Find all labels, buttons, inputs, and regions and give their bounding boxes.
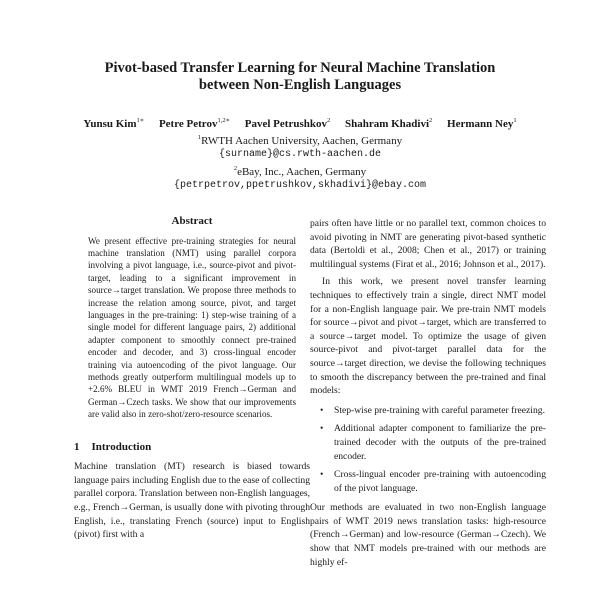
author-4: [447, 118, 517, 130]
title-line-1: Pivot-based Transfer Learning for Neural Machine Translation: [104, 60, 496, 76]
abstract-heading: Abstract: [171, 215, 213, 227]
author-sup: 1,2∗: [217, 117, 231, 124]
right-paragraph-1: pairs often have little or no parallel text, common choices to avoid pivoting in NMT are generating pivot-based synthetic data (Bertoldi et al., 2008; Chen et al., 2017) or training multilingual systems (Firat et al., 2016; Johnson et al., 2017).: [310, 218, 546, 270]
author-sup: 2: [429, 117, 433, 124]
section-number: 1: [74, 440, 80, 453]
section-heading: [74, 441, 310, 455]
technique-item-3: • Cross-lingual encoder pre-training with autoencoding of the pivot language.: [334, 468, 546, 495]
affiliation-1: [0, 131, 600, 148]
author-sup: 2: [326, 117, 331, 124]
technique-item-1: • Step-wise pre-training with careful parameter freezing.: [334, 404, 546, 418]
author-name: Yunsu Kim: [83, 118, 137, 130]
email-1: {surname}@cs.rwth-aachen.de: [218, 149, 382, 160]
author-name: Hermann Ney: [447, 118, 514, 130]
affiliation-sup: 2: [233, 165, 238, 172]
author-name: Petre Petrov: [158, 118, 218, 130]
author-name: Pavel Petrushkov: [244, 118, 327, 130]
left-column: [74, 215, 310, 542]
author-block: [0, 114, 600, 193]
right-paragraph-3: Our methods are evaluated in two non-English language pairs of WMT 2019 news translation tasks: high-resource (French→German) and low-resource (German→Czech). We show that NMT models pre-trained with our methods are highly ef-: [310, 502, 546, 568]
paper-title: [0, 60, 600, 94]
technique-item-2: • Additional adapter component to familiarize the pre-trained decoder with the outputs of the pre-trained encoder.: [334, 422, 546, 463]
email-2: {petrpetrov,ppetrushkov,skhadivi}@ebay.com: [173, 180, 427, 191]
title-line-2: between Non-English Languages: [198, 77, 402, 93]
author-1: [159, 118, 230, 130]
author-list: [0, 114, 600, 131]
affiliation-text: RWTH Aachen University, Aachen, Germany: [201, 135, 403, 147]
author-sup: 1∗: [136, 117, 145, 124]
author-sup: 1: [513, 117, 517, 124]
affiliation-sup: 1: [197, 134, 202, 141]
author-name: Shahram Khadivi: [344, 118, 430, 130]
technique-list: [310, 404, 546, 496]
abstract-text: We present effective pre-training strategies for neural machine translation (NMT) using parallel corpora involving a pivot language, i.e., source-pivot and pivot-target, leading to a significant improvement in source→target translation. We propose three methods to increase the relation among source, pivot, and target languages in the pre-training: 1) step-wise training of a single model for different language pairs, 2) additional adapter component to smoothly connect pre-trained encoder and decoder, and 3) cross-lingual encoder training via autoencoding of the pivot language. Our methods greatly outperform multilingual models up to +2.6% BLEU in WMT 2019 French→German and German→Czech tasks. We show that our improvements are valid also in zero-shot/zero-resource scenarios.: [88, 235, 296, 420]
right-paragraph-2: In this work, we present novel transfer learning techniques to effectively train a single, direct NMT model for a non-English language pair. We pre-train NMT models for source→pivot and pivot→target, which are transferred to a source→target model. To optimize the usage of given source-pivot and pivot-target parallel data for the source→target direction, we devise the following techniques to smooth the discrepancy between the pre-trained and final models:: [310, 276, 546, 397]
section-title: Introduction: [91, 440, 152, 453]
author-2: [245, 118, 330, 130]
intro-paragraph-1: Machine translation (MT) research is biased towards language pairs including English due to the ease of collecting parallel corpora. Translation between non-English languages, e.g., French→German, is usually done with pivoting through English, i.e., translating French (source) input to English (pivot) first with a: [74, 461, 310, 541]
affiliation-text: eBay, Inc., Aachen, Germany: [237, 166, 367, 178]
author-3: [345, 118, 432, 130]
affiliation-2: [0, 162, 600, 179]
right-column: [310, 217, 546, 569]
author-0: [83, 118, 144, 130]
